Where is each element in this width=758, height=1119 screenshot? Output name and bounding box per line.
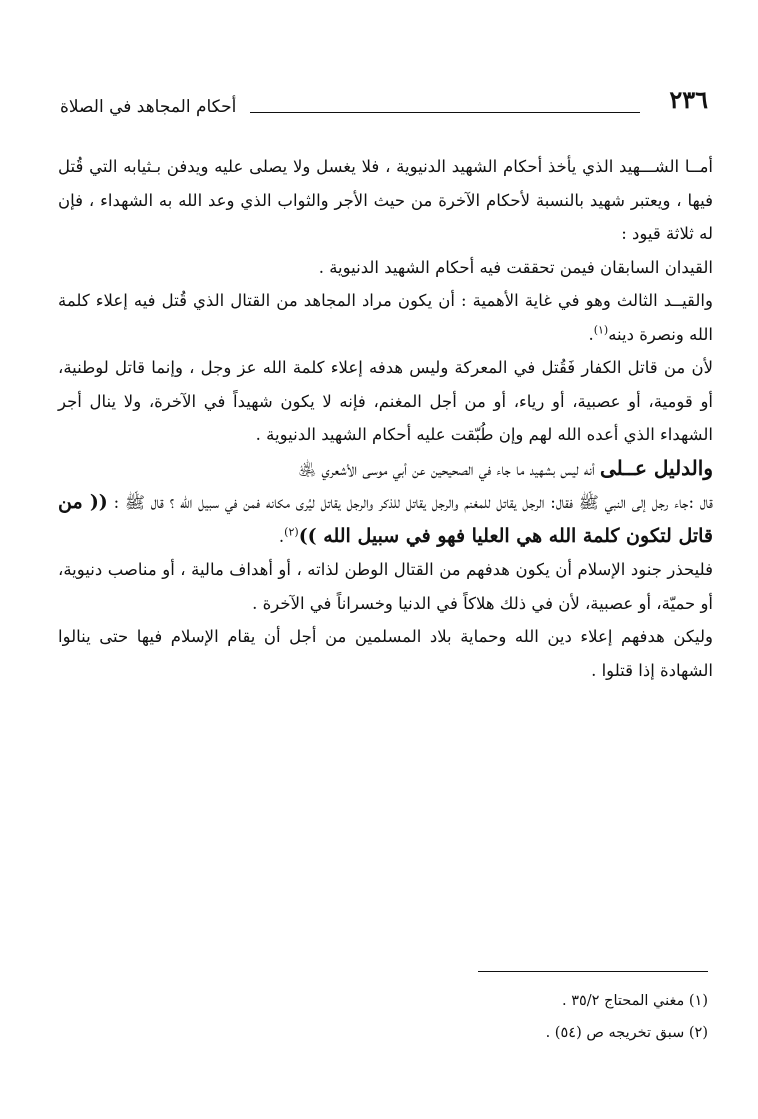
- paragraph-7: فليحذر جنود الإسلام أن يكون هدفهم من القتال الوطن لذاته ، أو أهداف مالية ، أو مناصب دنيوية، أو حميّة، أو عصبية، لأن في ذلك هلاكاً في الدنيا وخسراناً في الآخرة .: [58, 560, 713, 613]
- footnotes: [308, 985, 708, 1049]
- paragraph-3-end: .: [588, 324, 594, 344]
- hadith-quote: (( من قاتل لتكون كلمة الله هي العليا فهو في سبيل الله )): [58, 491, 713, 547]
- paragraph-1: أمــا الشـــهيد الذي يأخذ أحكام الشهيد الدنيوية ، فلا يغسل ولا يصلى عليه ويدفن بـثيابه التي قُتل فيها ، ويعتبر شهيد بالنسبة لأحكام الآخرة من حيث الأجر والثواب الذي وعد الله به الشهداء ، فإن له ثلاثة قيود :: [58, 157, 713, 243]
- header-divider: [250, 112, 640, 113]
- paragraph-6: [58, 486, 713, 553]
- paragraph-5-text: أنه ليس بشهيد ما جاء في الصحيحين عن أبي موسى الأشعري ﵁: [298, 459, 600, 479]
- page-number: ٢٣٦: [669, 85, 708, 114]
- page-header: [60, 86, 708, 126]
- footnote-ref-1: (١): [593, 323, 609, 336]
- paragraph-8: وليكن هدفهم إعلاء دين الله وحماية بلاد المسلمين من أجل أن يقام الإسلام فيها حتى ينالوا الشهادة إذا قتلوا .: [58, 627, 713, 680]
- footnote-2: (٢) سبق تخريجه ص (٥٤) .: [545, 1025, 708, 1041]
- running-title: أحكام المجاهد في الصلاة: [60, 97, 237, 117]
- footnote-1: (١) مغني المحتاج ٣٥/٢ .: [562, 993, 708, 1009]
- paragraph-3: [58, 284, 713, 351]
- paragraph-4: لأن من قاتل الكفار فَقُتل في المعركة وليس هدفه إعلاء كلمة الله عز وجل ، وإنما قاتل لوطنية، أو قومية، أو عصبية، أو رياء، أو من أجل المغنم، فإنه لا يكون شهيداً في الآخرة، ولا ينال أجر الشهداء الذي أعده الله لهم وإن طُبّقت عليه أحكام الشهيد الدنيوية .: [58, 358, 713, 444]
- main-text: [58, 150, 713, 687]
- paragraph-5: [58, 452, 713, 487]
- paragraph-6-text: قال :جاء رجل إلى النبي ﷺ فقال: الرجل يقاتل للمغنم والرجل يقاتل للذكر والرجل يقاتل ليُرى مكانه فمن في سبيل الله ؟ قال ﷺ :: [107, 493, 713, 512]
- footnote-divider: [478, 971, 708, 972]
- evidence-lead: والدليل عــلى: [600, 455, 713, 480]
- paragraph-6-end: .: [278, 526, 285, 546]
- paragraph-2: القيدان السابقان فيمن تحققت فيه أحكام الشهيد الدنيوية .: [318, 257, 713, 277]
- paragraph-3-text: والقيــد الثالث وهو في غاية الأهمية : أن يكون مراد المجاهد من القتال الذي قُتل فيه إعلاء كلمة الله ونصرة دينه: [58, 291, 713, 344]
- footnote-ref-2: (٢): [284, 525, 299, 538]
